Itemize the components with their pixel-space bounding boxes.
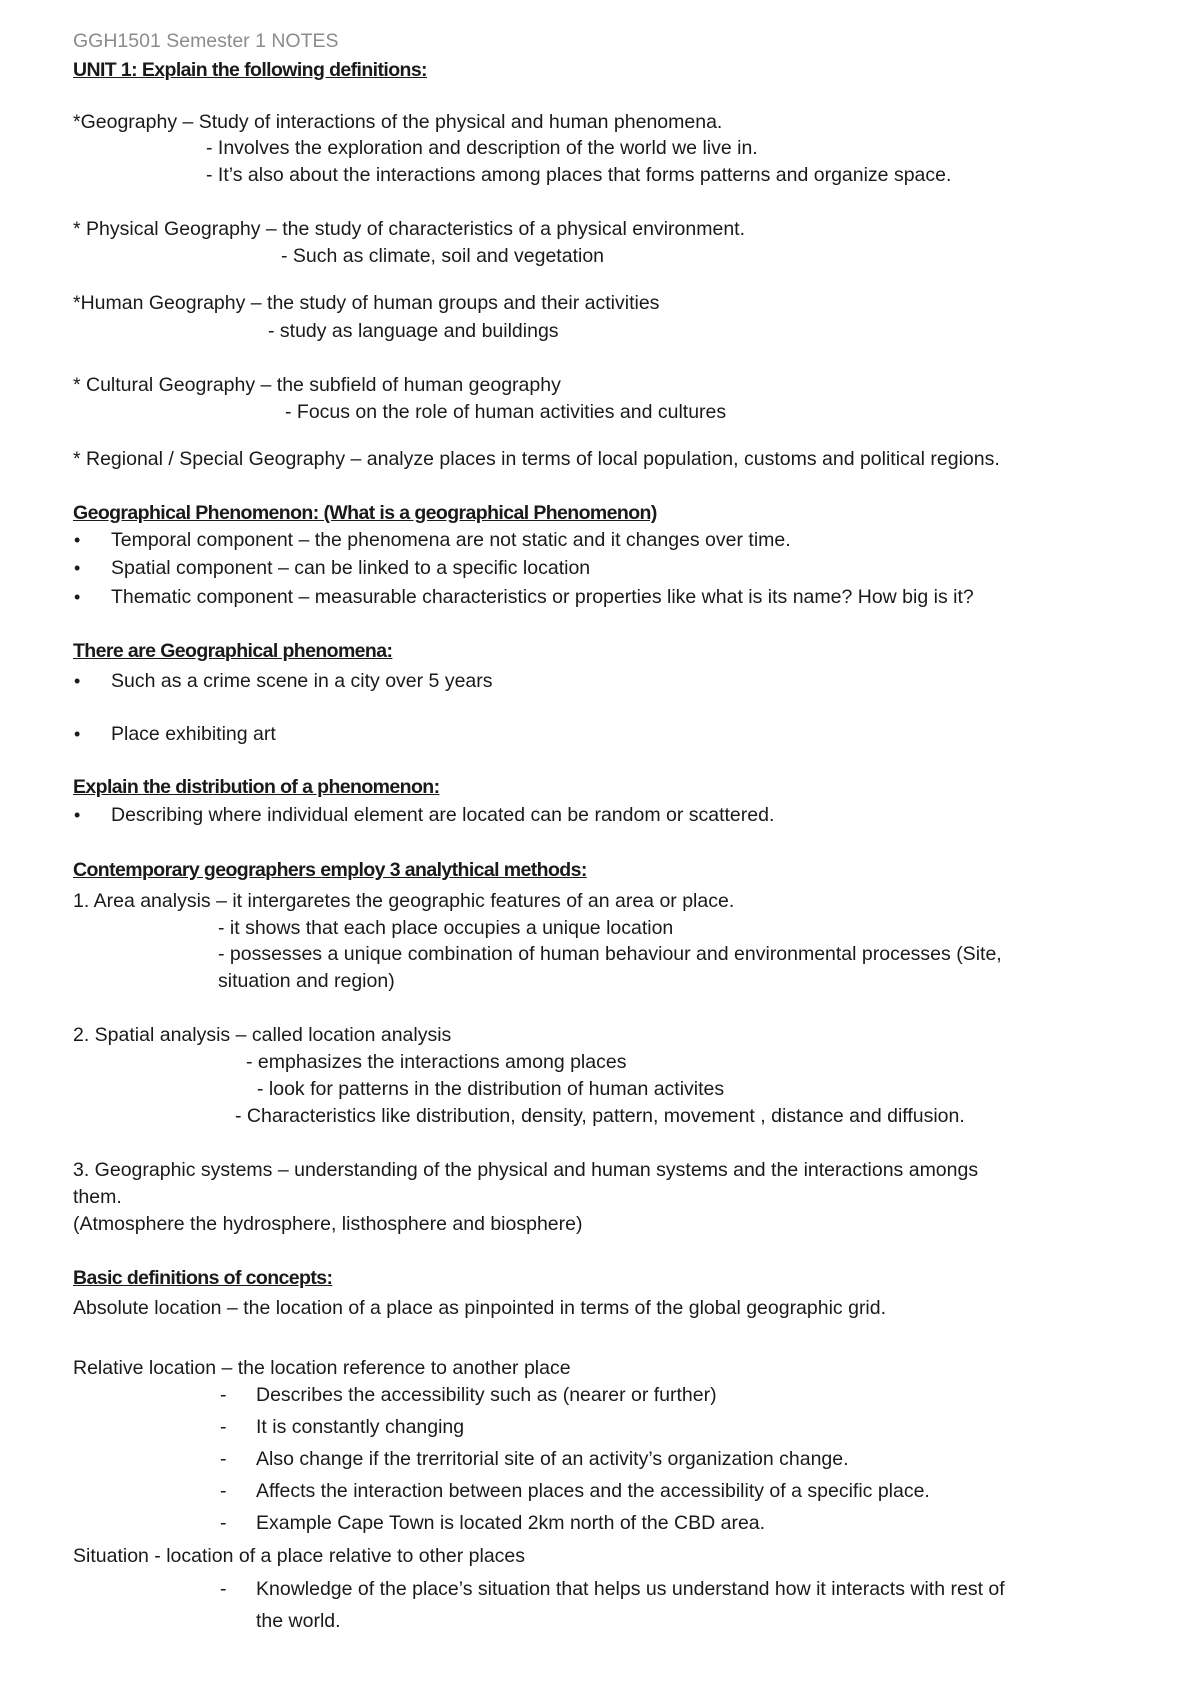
method-point: - emphasizes the interactions among places (246, 1051, 627, 1073)
method-point: them. (73, 1186, 122, 1208)
definition-geography-point: - Involves the exploration and description of the world we live in. (206, 137, 758, 159)
concept-relative-location: Relative location – the location reference to another place (73, 1357, 571, 1379)
dash-marker: - (220, 1578, 227, 1600)
method-point: (Atmosphere the hydrosphere, listhosphere and biosphere) (73, 1213, 583, 1235)
definition-geography-point: - It’s also about the interactions among places that forms patterns and organize space. (206, 164, 952, 186)
list-item: • Describing where individual element are located can be random or scattered. (111, 802, 774, 828)
definition-human-point: - study as language and buildings (268, 320, 559, 342)
definition-cultural-point: - Focus on the role of human activities and cultures (285, 401, 727, 423)
methods-heading: Contemporary geographers employ 3 analythical methods: (73, 859, 587, 881)
definition-geography: *Geography – Study of interactions of the physical and human phenomena. (73, 111, 723, 133)
dash-marker: - (220, 1448, 227, 1470)
concepts-heading: Basic definitions of concepts: (73, 1267, 333, 1289)
concept-situation: Situation - location of a place relative to other places (73, 1545, 526, 1567)
list-item: • Thematic component – measurable characteristics or properties like what is its name? How big is it? (111, 584, 974, 610)
method-point: situation and region) (218, 970, 395, 992)
method-spatial-analysis: 2. Spatial analysis – called location analysis (73, 1024, 452, 1046)
list-item: It is constantly changing (256, 1416, 465, 1438)
list-item: • Spatial component – can be linked to a specific location (111, 555, 590, 581)
list-item: • Place exhibiting art (111, 721, 276, 747)
list-item: the world. (256, 1610, 341, 1632)
definition-regional-geography: * Regional / Special Geography – analyze places in terms of local population, customs and political regions. (73, 448, 1000, 470)
method-area-analysis: 1. Area analysis – it intergaretes the geographic features of an area or place. (73, 890, 735, 912)
list-item: • Temporal component – the phenomena are not static and it changes over time. (111, 527, 791, 553)
dash-marker: - (220, 1512, 227, 1534)
method-geographic-systems: 3. Geographic systems – understanding of the physical and human systems and the interactions amongs (73, 1159, 979, 1181)
dash-marker: - (220, 1384, 227, 1406)
dash-marker: - (220, 1416, 227, 1438)
definition-physical-geography: * Physical Geography – the study of characteristics of a physical environment. (73, 218, 745, 240)
method-point: - look for patterns in the distribution of human activites (257, 1078, 725, 1100)
list-item: Affects the interaction between places and the accessibility of a specific place. (256, 1480, 930, 1502)
dash-marker: - (220, 1480, 227, 1502)
concept-absolute-location: Absolute location – the location of a place as pinpointed in terms of the global geographic grid. (73, 1297, 887, 1319)
list-item: Describes the accessibility such as (nearer or further) (256, 1384, 717, 1406)
list-item: Example Cape Town is located 2km north of the CBD area. (256, 1512, 766, 1534)
unit-heading: UNIT 1: Explain the following definitions: (73, 59, 427, 81)
definition-cultural-geography: * Cultural Geography – the subfield of human geography (73, 374, 561, 396)
method-point: - possesses a unique combination of human behaviour and environmental processes (Site, (218, 943, 1002, 965)
list-item: Knowledge of the place’s situation that helps us understand how it interacts with rest of (256, 1578, 1005, 1600)
phenomenon-heading: Geographical Phenomenon: (What is a geographical Phenomenon) (73, 502, 657, 524)
definition-physical-point: - Such as climate, soil and vegetation (281, 245, 605, 267)
definition-human-geography: *Human Geography – the study of human groups and their activities (73, 292, 660, 314)
phenomena-examples-heading: There are Geographical phenomena: (73, 640, 393, 662)
list-item: Also change if the trerritorial site of an activity’s organization change. (256, 1448, 849, 1470)
method-point: - Characteristics like distribution, density, pattern, movement , distance and diffusion. (235, 1105, 965, 1127)
document-header: GGH1501 Semester 1 NOTES (73, 30, 339, 52)
method-point: - it shows that each place occupies a unique location (218, 917, 674, 939)
list-item: • Such as a crime scene in a city over 5 years (111, 668, 493, 694)
distribution-heading: Explain the distribution of a phenomenon: (73, 776, 440, 798)
